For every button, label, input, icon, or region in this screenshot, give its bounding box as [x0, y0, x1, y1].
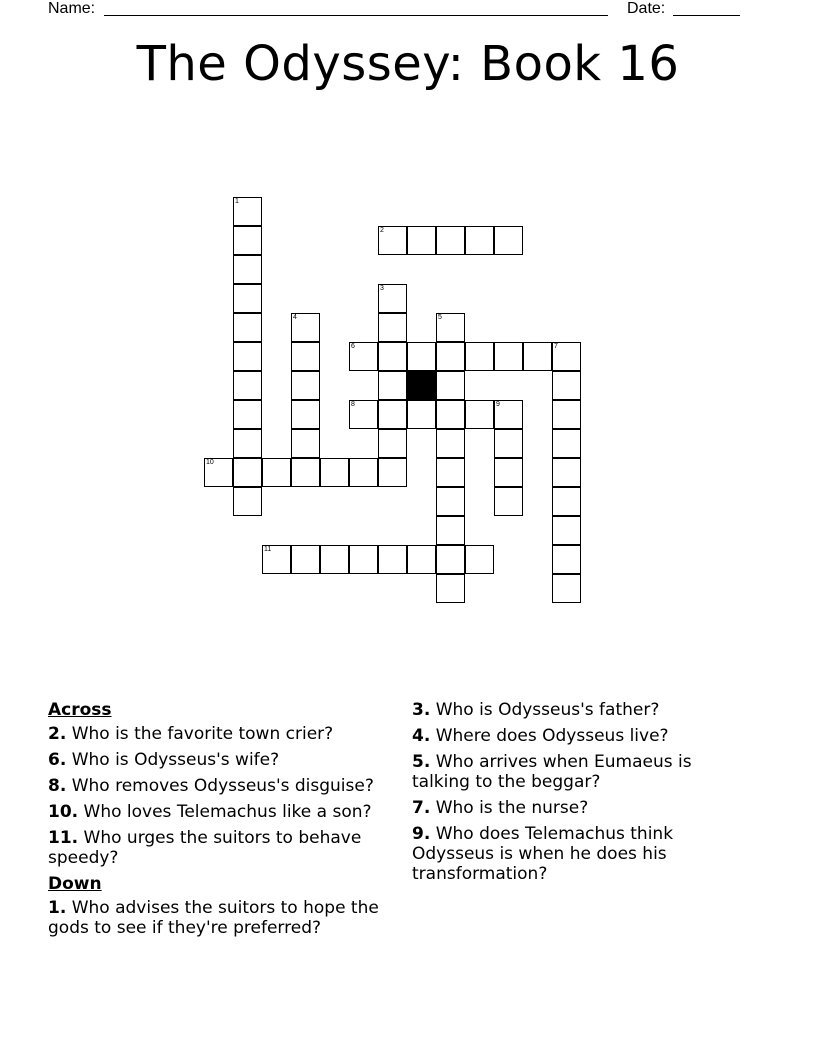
crossword-cell[interactable]	[436, 313, 465, 342]
crossword-cell[interactable]	[378, 371, 407, 400]
clue-text: Who urges the suitors to behave speedy?	[48, 828, 362, 868]
clue-item	[48, 802, 398, 822]
clue-text: Who removes Odysseus's disguise?	[66, 776, 374, 796]
crossword-cell[interactable]	[291, 313, 320, 342]
crossword-cell[interactable]	[233, 313, 262, 342]
clue-number: 6	[351, 343, 355, 350]
crossword-cell[interactable]	[494, 226, 523, 255]
date-label: Date:	[627, 0, 666, 17]
crossword-cell[interactable]	[204, 458, 233, 487]
crossword-cell[interactable]	[436, 429, 465, 458]
crossword-cell[interactable]	[349, 545, 378, 574]
clue-item	[412, 700, 742, 720]
clue-text: Who loves Telemachus like a son?	[78, 802, 372, 822]
clue-number: 10	[206, 459, 214, 466]
clue-number-label: 11.	[48, 828, 79, 848]
crossword-cell[interactable]	[494, 342, 523, 371]
clue-number-label: 8.	[48, 776, 67, 796]
crossword-cell[interactable]	[465, 545, 494, 574]
crossword-cell[interactable]	[378, 313, 407, 342]
crossword-cell[interactable]	[291, 429, 320, 458]
crossword-cell[interactable]	[494, 458, 523, 487]
crossword-cell[interactable]	[494, 400, 523, 429]
crossword-cell[interactable]	[436, 342, 465, 371]
crossword-cell[interactable]	[552, 487, 581, 516]
clue-item	[48, 750, 398, 770]
clue-number-label: 5.	[412, 752, 431, 772]
clue-number: 7	[554, 343, 558, 350]
crossword-cell[interactable]	[436, 371, 465, 400]
clue-text: Who is Odysseus's father?	[430, 700, 660, 720]
crossword-cell[interactable]	[233, 197, 262, 226]
clue-number: 11	[264, 546, 272, 553]
clue-item	[412, 726, 742, 746]
crossword-cell[interactable]	[552, 342, 581, 371]
crossword-cell[interactable]	[465, 226, 494, 255]
down-clue-list-right	[412, 700, 742, 884]
crossword-cell[interactable]	[378, 342, 407, 371]
clue-number-label: 7.	[412, 798, 431, 818]
crossword-cell[interactable]	[465, 342, 494, 371]
clue-number-label: 10.	[48, 802, 79, 822]
crossword-cell[interactable]	[552, 545, 581, 574]
name-label: Name:	[48, 0, 96, 17]
crossword-cell[interactable]	[378, 429, 407, 458]
crossword-cell[interactable]	[291, 545, 320, 574]
crossword-cell[interactable]	[407, 342, 436, 371]
crossword-cell[interactable]	[291, 342, 320, 371]
clue-text: Who is the favorite town crier?	[66, 724, 334, 744]
crossword-cell[interactable]	[436, 516, 465, 545]
down-clue-list-left	[48, 898, 398, 938]
clue-number: 3	[380, 285, 384, 292]
clue-item	[412, 824, 742, 884]
crossword-cell[interactable]	[378, 458, 407, 487]
crossword-cell[interactable]	[436, 487, 465, 516]
clue-number-label: 4.	[412, 726, 431, 746]
across-clue-list	[48, 724, 398, 868]
clue-number-label: 9.	[412, 824, 431, 844]
crossword-cell[interactable]	[436, 226, 465, 255]
crossword-cell[interactable]	[465, 400, 494, 429]
clue-item	[48, 898, 398, 938]
clue-number: 4	[293, 314, 297, 321]
crossword-cell[interactable]	[233, 458, 262, 487]
clues-right-column	[412, 700, 742, 890]
down-heading: Down	[48, 874, 102, 894]
crossword-cell[interactable]	[233, 284, 262, 313]
crossword-cell[interactable]	[320, 545, 349, 574]
crossword-cell[interactable]	[552, 400, 581, 429]
crossword-cell[interactable]	[349, 342, 378, 371]
crossword-cell[interactable]	[436, 400, 465, 429]
crossword-cell[interactable]	[262, 458, 291, 487]
clue-item	[412, 798, 742, 818]
crossword-cell[interactable]	[320, 458, 349, 487]
clue-number: 1	[235, 198, 239, 205]
crossword-cell[interactable]	[233, 342, 262, 371]
clue-number-label: 6.	[48, 750, 67, 770]
clues-left-column	[48, 700, 398, 944]
crossword-cell[interactable]	[233, 255, 262, 284]
clue-text: Who does Telemachus think Odysseus is when he does his transformation?	[412, 824, 674, 884]
clue-item	[48, 724, 398, 744]
crossword-cell[interactable]	[552, 429, 581, 458]
clue-item	[412, 752, 742, 792]
crossword-cell[interactable]	[378, 545, 407, 574]
crossword-cell[interactable]	[378, 284, 407, 313]
crossword-cell[interactable]	[407, 226, 436, 255]
clue-text: Who is the nurse?	[430, 798, 589, 818]
crossword-cell[interactable]	[349, 458, 378, 487]
clue-text: Where does Odysseus live?	[430, 726, 669, 746]
crossword-cell[interactable]	[233, 226, 262, 255]
crossword-cell[interactable]	[291, 458, 320, 487]
crossword-cell[interactable]	[233, 487, 262, 516]
clue-text: Who arrives when Eumaeus is talking to the beggar?	[412, 752, 692, 792]
crossword-cell[interactable]	[233, 400, 262, 429]
page-title: The Odyssey: Book 16	[136, 36, 680, 92]
clue-number: 5	[438, 314, 442, 321]
clue-text: Who advises the suitors to hope the gods to see if they're preferred?	[48, 898, 379, 938]
crossword-cell[interactable]	[552, 371, 581, 400]
crossword-cell[interactable]	[291, 400, 320, 429]
clue-number-label: 2.	[48, 724, 67, 744]
crossword-cell[interactable]	[378, 226, 407, 255]
crossword-block	[407, 371, 436, 400]
across-heading: Across	[48, 700, 112, 720]
clue-number: 9	[496, 401, 500, 408]
crossword-cell[interactable]	[233, 429, 262, 458]
clue-text: Who is Odysseus's wife?	[66, 750, 280, 770]
crossword-cell[interactable]	[349, 400, 378, 429]
crossword-cell[interactable]	[552, 574, 581, 603]
crossword-cell[interactable]	[552, 516, 581, 545]
crossword-cell[interactable]	[378, 400, 407, 429]
crossword-cell[interactable]	[436, 545, 465, 574]
crossword-cell[interactable]	[291, 371, 320, 400]
crossword-cell[interactable]	[552, 458, 581, 487]
clue-item	[48, 828, 398, 868]
crossword-cell[interactable]	[494, 429, 523, 458]
clue-number: 2	[380, 227, 384, 234]
crossword-cell[interactable]	[436, 458, 465, 487]
crossword-cell[interactable]	[494, 487, 523, 516]
crossword-cell[interactable]	[233, 371, 262, 400]
clue-number-label: 3.	[412, 700, 431, 720]
crossword-cell[interactable]	[436, 574, 465, 603]
clue-number: 8	[351, 401, 355, 408]
clue-item	[48, 776, 398, 796]
clue-number-label: 1.	[48, 898, 67, 918]
crossword-cell[interactable]	[407, 400, 436, 429]
crossword-cell[interactable]	[407, 545, 436, 574]
crossword-cell[interactable]	[523, 342, 552, 371]
crossword-cell[interactable]	[262, 545, 291, 574]
